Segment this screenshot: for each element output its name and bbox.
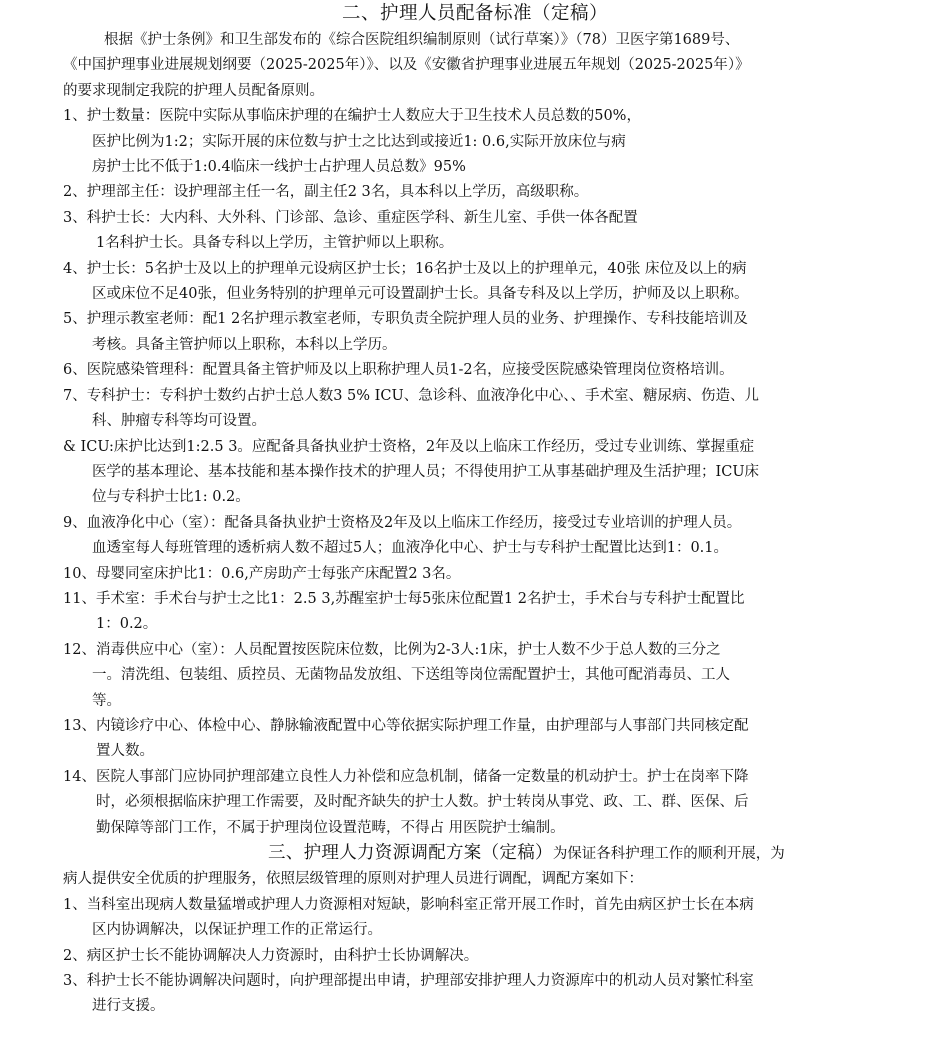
item-line: 1：0.2。	[96, 616, 158, 633]
section3-heading-line	[0, 841, 950, 867]
item-line: 5、护理示教室老师：配1 2名护理示教室老师，专职负责全院护理人员的业务、护理操作、专科技能培训及	[63, 311, 748, 328]
item-line: 4、护士长：5名护士及以上的护理单元设病区护士长；16名护士及以上的护理单元，40张 床位及以上的病	[63, 260, 747, 277]
item-line: 6、医院感染管理科：配置具备主管护师及以上职称护理人员1-2名，应接受医院感染管理岗位资格培训。	[63, 362, 734, 379]
item-line: 勤保障等部门工作，不属于护理岗位设置范畴，不得占 用医院护士编制。	[96, 819, 565, 836]
item-line: 置人数。	[96, 743, 154, 760]
section3-title: 三、护理人力资源调配方案（定稿）	[268, 843, 553, 863]
item-line: 12、消毒供应中心（室）：人员配置按医院床位数，比例为2-3人:1床，护士人数不少于总人数的三分之	[63, 641, 721, 658]
item-line: 血透室每人每班管理的透析病人数不超过5人；血液净化中心、护士与专科护士配置比达到1：0.1。	[92, 540, 729, 557]
item-line: 1、当科室出现病人数量猛增或护理人力资源相对短缺，影响科室正常开展工作时，首先由病区护士长在本病	[63, 896, 754, 913]
item-line: 区内协调解决，以保证护理工作的正常运行。	[92, 922, 382, 939]
item-line: 位与专科护士比1: 0.2。	[92, 489, 250, 506]
item-line: 等。	[92, 692, 121, 709]
item-line: 2、护理部主任：设护理部主任一名，副主任2 3名，具本科以上学历，高级职称。	[63, 184, 589, 201]
item-line: 3、科护士长不能协调解决问题时，向护理部提出申请，护理部安排护理人力资源库中的机动人员对繁忙科室	[63, 973, 754, 990]
intro-line: 根据《护士条例》和卫生部发布的《综合医院组织编制原则（试行草案）》（78）卫医字第1689号、	[104, 32, 740, 48]
section2-intro	[0, 28, 950, 104]
item-line: & ICU:床护比达到1:2.5 3。应配备具备执业护士资格，2年及以上临床工作经历，受过专业训练、掌握重症	[63, 438, 755, 455]
intro-line: 的要求现制定我院的护理人员配备原则。	[63, 82, 324, 99]
intro-line: 《中国护理事业进展规划纲要（2025-2025年）》、以及《安徽省护理事业进展五年规划（2025-2025年）》	[63, 57, 750, 74]
item-line: 2、病区护士长不能协调解决人力资源时，由科护士长协调解决。	[63, 947, 479, 964]
section3-intro-line: 病人提供安全优质的护理服务，依照层级管理的原则对护理人员进行调配，调配方案如下：	[63, 871, 643, 888]
section2-items	[0, 104, 950, 841]
item-line: 1、护士数量：医院中实际从事临床护理的在编护士人数应大于卫生技术人员总数的50%，	[63, 108, 641, 125]
item-line: 10、母婴同室床护比1：0.6,产房助产士每张产床配置2 3名。	[63, 565, 461, 582]
item-line: 科、肿瘤专科等均可设置。	[92, 413, 266, 430]
item-line: 进行支援。	[92, 998, 165, 1015]
item-line: 医护比例为1:2；实际开展的床位数与护士之比达到或接近1: 0.6,实际开放床位与病	[92, 133, 626, 150]
item-line: 13、内镜诊疗中心、体检中心、静脉输液配置中心等依据实际护理工作量，由护理部与人事部门共同核定配	[63, 717, 749, 734]
item-line: 9、血液净化中心（室）：配备具备执业护士资格及2年及以上临床工作经历，接受过专业培训的护理人员。	[63, 514, 742, 531]
item-line: 14、医院人事部门应协同护理部建立良性人力补偿和应急机制，储备一定数量的机动护士。护士在岗率下降	[63, 768, 749, 785]
item-line: 医学的基本理论、基本技能和基本操作技术的护理人员；不得使用护工从事基础护理及生活护理；ICU床	[92, 463, 760, 480]
item-line: 7、专科护士：专科护士数约占护士总人数3 5% ICU、急诊科、血液净化中心、、手术室、糖尿病、伤造、儿	[63, 387, 759, 404]
item-line: 11、手术室：手术台与护士之比1：2.5 3,苏醒室护士每5张床位配置1 2名护士，手术台与专科护士配置比	[63, 590, 745, 607]
item-line: 房护士比不低于1:0.4临床一线护士占护理人员总数》95%	[92, 159, 466, 176]
item-line: 1名科护士长。具备专科以上学历，主管护师以上职称。	[96, 235, 454, 252]
item-line: 区或床位不足40张，但业务特别的护理单元可设置副护士长。具备专科及以上学历，护师及以上职称。	[92, 286, 749, 303]
item-line: 3、科护士长：大内科、大外科、门诊部、急诊、重症医学科、新生儿室、手供一体各配置	[63, 209, 638, 226]
section2-title: 二、护理人员配备标准（定稿）	[341, 3, 608, 24]
item-line: 一。清洗组、包装组、质控员、无菌物品发放组、下送组等岗位需配置护士，其他可配消毒员、工人	[92, 667, 730, 684]
section3-intro-tail: 为保证各科护理工作的顺利开展，为	[552, 846, 785, 862]
item-line: 考核。具备主管护师以上职称，本科以上学历。	[92, 336, 397, 353]
item-line: 时，必须根据临床护理工作需要，及时配齐缺失的护士人数。护士转岗从事党、政、工、群、医保、后	[96, 794, 749, 811]
section3	[0, 841, 950, 1020]
